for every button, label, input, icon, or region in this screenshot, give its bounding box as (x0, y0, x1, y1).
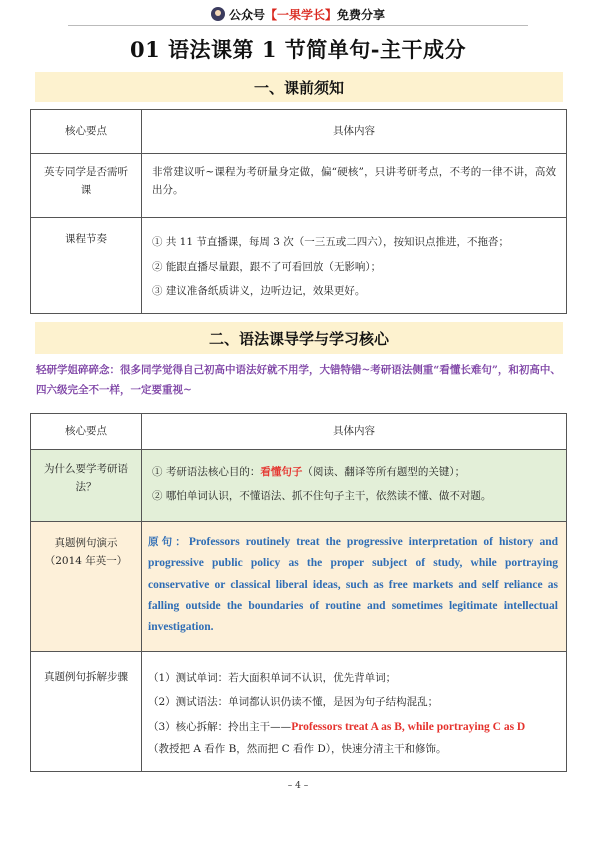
header-bar (0, 4, 596, 24)
avatar-icon (211, 7, 225, 21)
list-item: ② 哪怕单词认识，不懂语法、抓不住句子主干，依然读不懂、做不对题。 (152, 490, 492, 503)
table-row (31, 652, 567, 772)
section1-banner: 一、课前须知 (35, 72, 563, 102)
section2-banner: 二、语法课导学与学习核心 (35, 322, 563, 354)
highlight-text: 看懂句子 (260, 466, 303, 478)
table-header-content: 具体内容 (142, 414, 567, 450)
header-suffix: 免费分享 (337, 7, 386, 22)
list-item: ③ 建议准备纸质讲义，边听边记，效果更好。 (152, 285, 366, 298)
list-item: （1）测试单词：若大面积单词不认识，优先背单词； (148, 672, 397, 684)
list-item: （3）核心拆解：拎出主干——Professors treat A as B, while portraying C as D (148, 721, 526, 734)
table-row (31, 218, 567, 314)
row-content (142, 522, 567, 652)
row-key: 课程节奏 (31, 218, 142, 314)
table-header-key: 核心要点 (31, 110, 142, 154)
table-row (31, 522, 567, 652)
table-header-key: 核心要点 (31, 414, 142, 450)
row-key: 真题例句演示 （2014 年英一） (31, 522, 142, 652)
row-content (142, 450, 567, 522)
row-content (142, 218, 567, 314)
header-divider (68, 25, 528, 26)
header-brand: 【一果学长】 (264, 7, 337, 22)
row-key: 英专同学是否需听课 (31, 154, 142, 218)
table-header-content: 具体内容 (142, 110, 567, 154)
study-note: 轻研学姐碎碎念：很多同学觉得自己初高中语法好就不用学，大错特错~考研语法侧重“看懂长难句”，和初高中、四六级完全不一样，一定要重视~ (36, 364, 561, 396)
section2-table (30, 413, 567, 772)
header-text (229, 6, 385, 23)
section1-table (30, 109, 567, 314)
list-item: ② 能跟直播尽量跟，跟不了可看回放（无影响）； (152, 260, 382, 273)
page-number: – 4 – (287, 781, 309, 791)
table-row (31, 154, 567, 218)
list-item: ① 考研语法核心目的：看懂句子（阅读、翻译等所有题型的关键）； (152, 466, 466, 478)
row-key: 为什么要学考研语法？ (31, 450, 142, 522)
list-item: ① 共 11 节直播课，每周 3 次（一三五或二四六），按知识点推进，不拖沓； (152, 236, 509, 248)
table-row (31, 450, 567, 522)
page-title: 01 语法课第 1 节简单句-主干成分 (130, 37, 466, 62)
row-content (142, 652, 567, 772)
list-item: （2）测试语法：单词都认识仍读不懂，是因为句子结构混乱； (148, 696, 439, 709)
example-sentence: Professors routinely treat the progressive interpretation of history and progressive public policy as the proper subject of study, while portraying conservative or classical liberal ideas, such as free markets and self reliance as falling outside the boundaries of routine and sometimes legitimate intellectual investigation. (148, 536, 559, 634)
highlight-text: Professors treat A as B, while portraying C as D (291, 721, 526, 734)
list-item: （教授把 A 看作 B，然而把 C 看作 D），快速分清主干和修饰。 (148, 742, 447, 755)
header-prefix: 公众号 (228, 7, 265, 22)
row-key: 真题例句拆解步骤 (31, 652, 142, 772)
row-content: 非常建议听~课程为考研量身定做，偏“硬核”，只讲考研考点，不考的一律不讲，高效出分。 (142, 154, 567, 218)
example-label: 原句： (148, 536, 189, 548)
